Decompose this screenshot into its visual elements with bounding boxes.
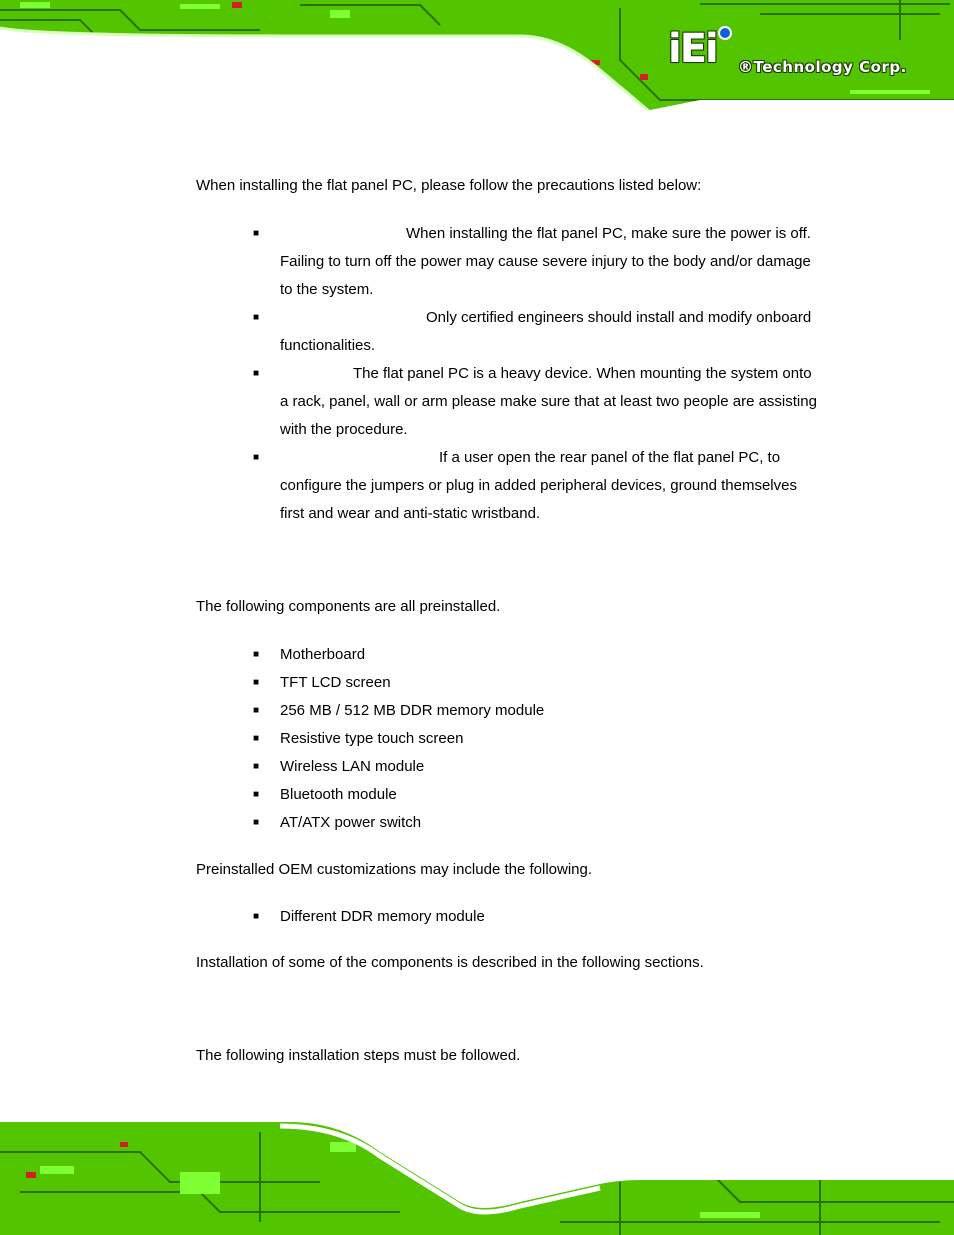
bullet-icon: ■ [253, 677, 260, 688]
precautions-intro: When installing the flat panel PC, please follow the precautions listed below: [196, 177, 702, 194]
installation-intro: The following installation steps must be followed. [196, 1047, 521, 1064]
bullet-icon: ■ [253, 705, 260, 716]
precaution-item [253, 220, 823, 304]
component-item [253, 781, 823, 809]
footer-banner [0, 1122, 954, 1235]
bullet-icon: ■ [253, 312, 260, 323]
component-item [253, 725, 823, 753]
bullet-icon: ■ [253, 817, 260, 828]
logo-dot-icon [718, 26, 732, 40]
component-text: Wireless LAN module [280, 758, 425, 775]
bullet-icon: ■ [253, 452, 260, 463]
logo-mark: iEi [668, 26, 717, 72]
precaution-text: The flat panel PC is a heavy device. When mounting the system onto a rack, panel, wall or arm please make sure that at least two people are assisting with the procedure. [280, 365, 817, 438]
oem-text: Different DDR memory module [280, 908, 485, 925]
header-banner [0, 0, 954, 112]
bullet-icon: ■ [253, 789, 260, 800]
precaution-item [253, 360, 823, 444]
component-item [253, 669, 823, 697]
component-item [253, 809, 823, 837]
preinstalled-intro: The following components are all preinstalled. [196, 598, 501, 615]
component-item [253, 697, 823, 725]
precaution-text: Only certified engineers should install and modify onboard functionalities. [280, 309, 812, 354]
components-closing: Installation of some of the components is described in the following sections. [196, 954, 704, 971]
company-logo [668, 26, 928, 82]
precaution-item [253, 304, 823, 360]
oem-item [253, 903, 823, 931]
component-text: Bluetooth module [280, 786, 397, 803]
precaution-text: When installing the flat panel PC, make sure the power is off. Failing to turn off the power may cause severe injury to the body and/or damage to the system. [280, 225, 811, 298]
precaution-item [253, 444, 823, 528]
bullet-icon: ■ [253, 761, 260, 772]
component-item [253, 641, 823, 669]
component-item [253, 753, 823, 781]
bullet-icon: ■ [253, 649, 260, 660]
component-text: Motherboard [280, 646, 366, 663]
bullet-icon: ■ [253, 911, 260, 922]
component-text: 256 MB / 512 MB DDR memory module [280, 702, 545, 719]
circuit-board-footer-graphic [0, 1122, 954, 1235]
bullet-icon: ■ [253, 228, 260, 239]
bullet-icon: ■ [253, 733, 260, 744]
precaution-text: If a user open the rear panel of the flat panel PC, to configure the jumpers or plug in added peripheral devices, ground themselves first and wear and anti-static wristband. [280, 449, 797, 522]
component-text: AT/ATX power switch [280, 814, 422, 831]
oem-intro: Preinstalled OEM customizations may include the following. [196, 861, 593, 878]
bullet-icon: ■ [253, 368, 260, 379]
component-text: TFT LCD screen [280, 674, 391, 691]
component-text: Resistive type touch screen [280, 730, 464, 747]
logo-text: ®Technology Corp. [738, 58, 907, 76]
